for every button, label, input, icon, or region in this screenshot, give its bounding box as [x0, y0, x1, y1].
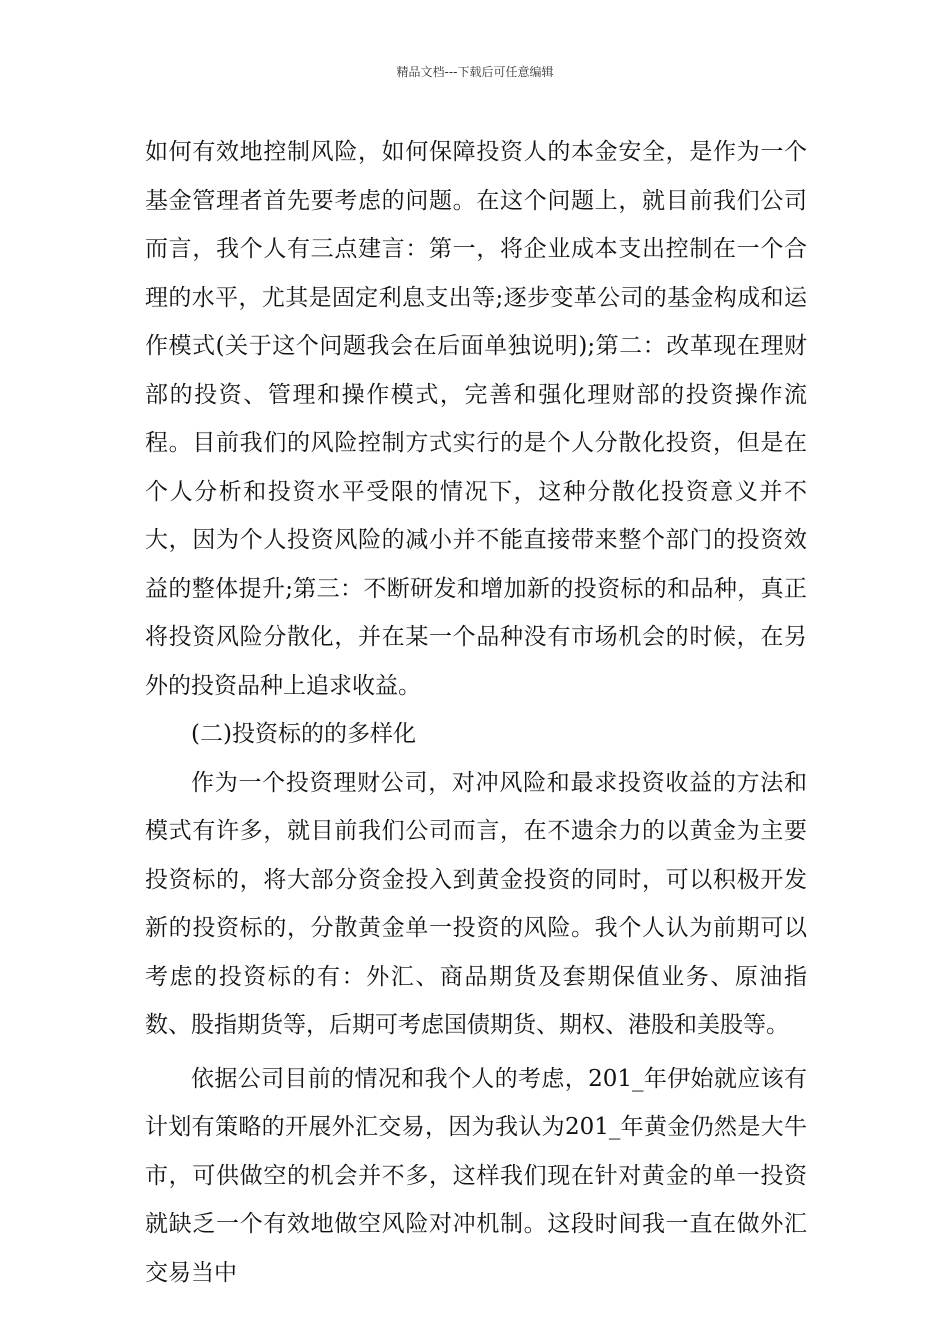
paragraph-forex-plan: 依据公司目前的情况和我个人的考虑，201_年伊始就应该有计划有策略的开展外汇交易，因为我认为201_年黄金仍然是大牛市，可供做空的机会并不多，这样我们现在针对黄金的单一投资就缺乏一个有效地做空风险对冲机制。这段时间我一直在做外汇交易当中	[145, 1065, 807, 1286]
paragraph-risk-control: 如何有效地控制风险，如何保障投资人的本金安全，是作为一个基金管理者首先要考虑的问题。在这个问题上，就目前我们公司而言，我个人有三点建言：第一，将企业成本支出控制在一个合理的水平，尤其是固定利息支出等;逐步变革公司的基金构成和运作模式(关于这个问题我会在后面单独说明);第二：改革现在理财部的投资、管理和操作模式，完善和强化理财部的投资操作流程。目前我们的风险控制方式实行的是个人分散化投资，但是在个人分析和投资水平受限的情况下，这种分散化投资意义并不大，因为个人投资风险的减小并不能直接带来整个部门的投资效益的整体提升;第三：不断研发和增加新的投资标的和品种，真正将投资风险分散化，并在某一个品种没有市场机会的时候，在另外的投资品种上追求收益。	[145, 139, 807, 699]
section-heading-diversification: (二)投资标的的多样化	[191, 721, 416, 747]
page-header: 精品文档---下载后可任意编辑	[396, 65, 554, 79]
paragraph-investment-targets: 作为一个投资理财公司，对冲风险和最求投资收益的方法和模式有许多，就目前我们公司而言，在不遗余力的以黄金为主要投资标的，将大部分资金投入到黄金投资的同时，可以积极开发新的投资标的，分散黄金单一投资的风险。我个人认为前期可以考虑的投资标的有：外汇、商品期货及套期保值业务、原油指数、股指期货等，后期可考虑国债期货、期权、港股和美股等。	[145, 769, 807, 1038]
document-body	[145, 128, 807, 1297]
